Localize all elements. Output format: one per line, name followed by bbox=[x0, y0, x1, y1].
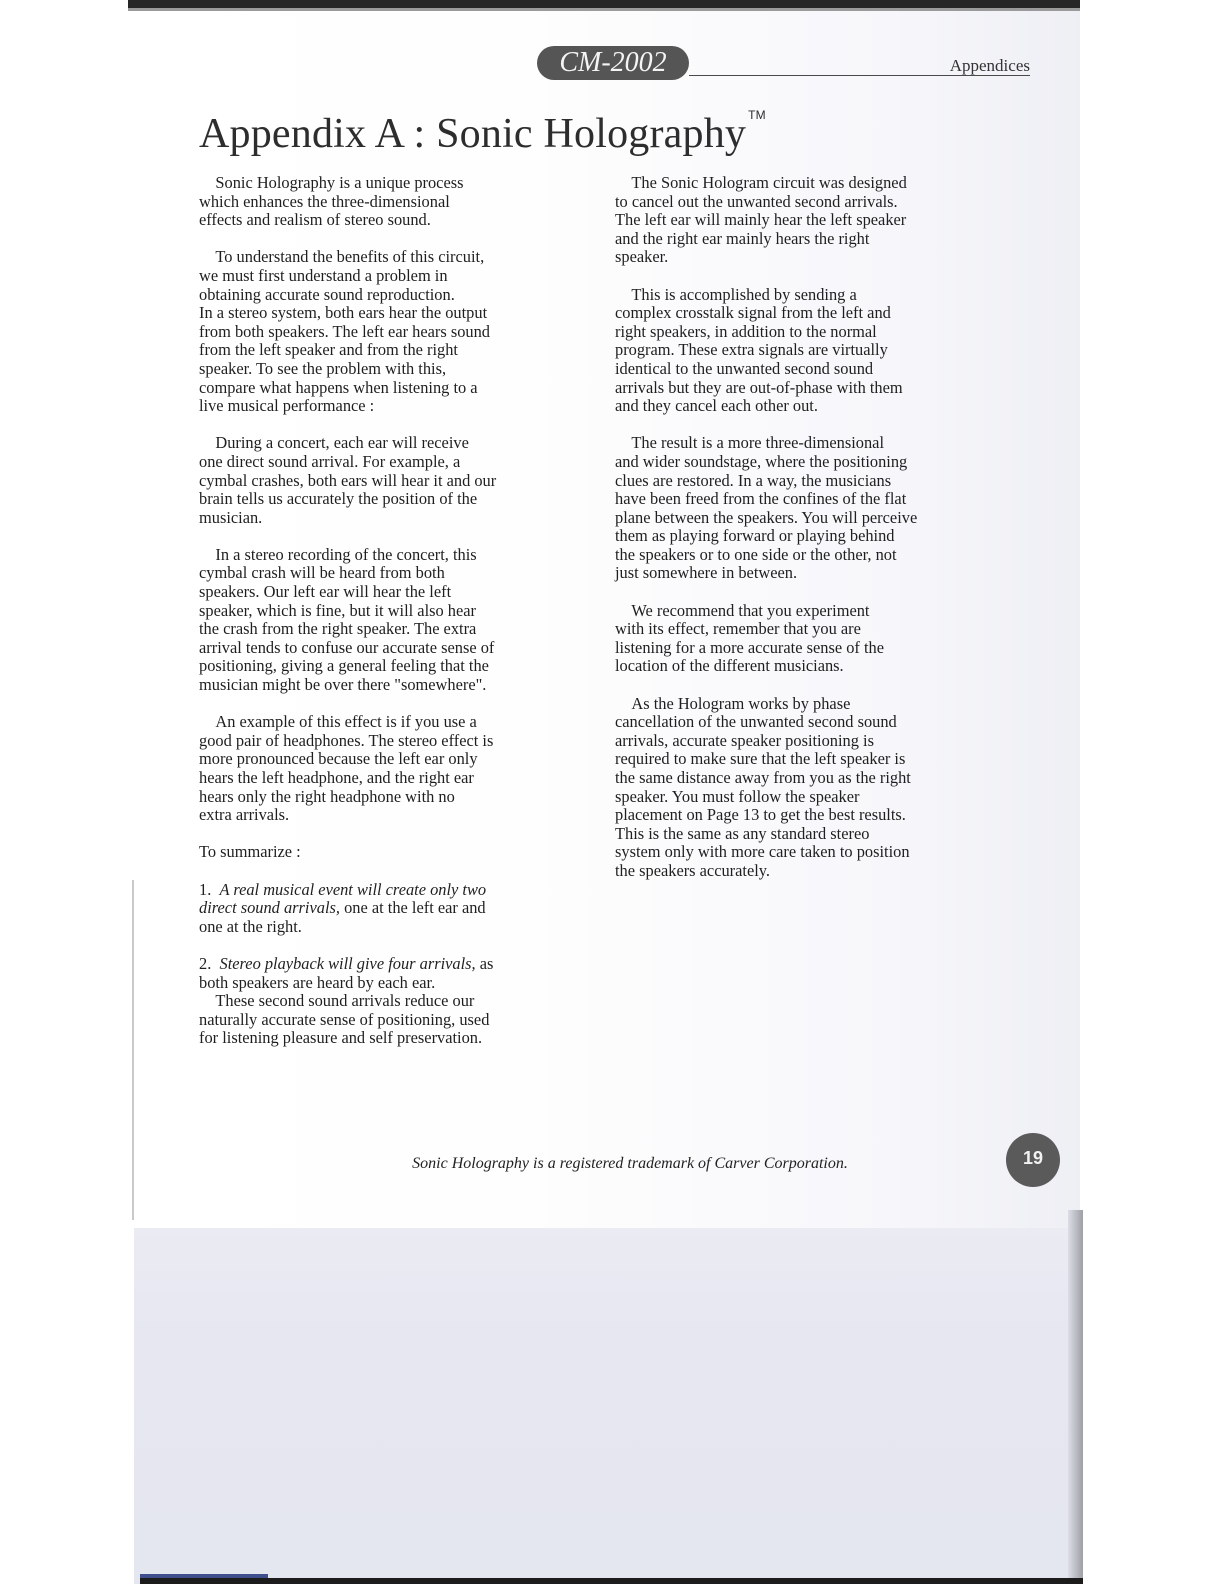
paragraph: The result is a more three-dimensional and wider soundstage, where the positioning clues are restored. In a way, the musicians have been freed from the confines of the flat plane between the speakers. You will perceive them as playing forward or playing behind the speakers or to one side or the other, not just somewhere in between. bbox=[615, 433, 918, 583]
right-page-edge bbox=[1068, 1210, 1083, 1584]
paragraph: Sonic Holography is a unique process which enhances the three-dimensional effects and realism of stereo sound. bbox=[199, 173, 464, 230]
paragraph: As the Hologram works by phase cancellation of the unwanted second sound arrivals, accurate speaker positioning is required to make sure that the left speaker is the same distance away from you as the right speaker. You must follow the speaker placement on Page 13 to get the best results. This is the same as any standard stereo system only with more care taken to position the speakers accurately. bbox=[615, 693, 911, 880]
scan-bottom-edge bbox=[140, 1578, 1083, 1584]
summary-item-number: 2. bbox=[199, 953, 212, 973]
page-number-badge: 19 bbox=[1006, 1133, 1060, 1187]
left-column bbox=[199, 174, 569, 1067]
trademark-footnote: Sonic Holography is a registered trademark of Carver Corporation. bbox=[412, 1155, 848, 1172]
right-margin bbox=[1080, 0, 1224, 1584]
summary-item-1 bbox=[199, 881, 569, 937]
page-title bbox=[199, 110, 764, 158]
summary-item-text: one at the left ear and one at the right. bbox=[199, 898, 486, 936]
paragraph: We recommend that you experiment with its effect, remember that you are listening for a more accurate sense of the location of the different musicians. bbox=[615, 600, 884, 676]
summary-item-emphasis: Stereo playback will give four arrivals, bbox=[219, 953, 476, 973]
right-column bbox=[615, 174, 995, 899]
page-title-text: Appendix A : Sonic Holography bbox=[199, 111, 747, 157]
paragraph: This is accomplished by sending a complex crosstalk signal from the left and right speakers, in addition to the normal program. These extra signals are virtually identical to the unwanted second sound arrivals but they are out-of-phase with them and they cancel each other out. bbox=[615, 284, 903, 416]
summary-item-text: as both speakers are heard by each ear. bbox=[199, 953, 494, 992]
paragraph: To understand the benefits of this circuit, we must first understand a problem in obtaining accurate sound reproduction. In a stereo system, both ears hear the output from both speakers. The left ear hears sound from the left speaker and from the right speaker. To see the problem with this, compare what happens when listening to a live musical performance : bbox=[199, 247, 490, 416]
summary-item-number: 1. bbox=[199, 879, 212, 899]
summary-item-2 bbox=[199, 955, 569, 992]
page-lower-area bbox=[134, 1228, 1083, 1584]
paragraph: During a concert, each ear will receive one direct sound arrival. For example, a cymbal crashes, both ears will hear it and our brain tells us accurately the position of the musician. bbox=[199, 433, 497, 527]
section-label: Appendices bbox=[949, 56, 1030, 75]
summary-closing: These second sound arrivals reduce our naturally accurate sense of positioning, used for listening pleasure and self preservation. bbox=[199, 991, 490, 1048]
trademark-mark: TM bbox=[748, 108, 766, 122]
paragraph: An example of this effect is if you use a good pair of headphones. The stereo effect is more pronounced because the left ear only hears the left headphone, and the right ear hears only the right headphone with no extra arrivals. bbox=[199, 712, 494, 825]
summary-heading: To summarize : bbox=[199, 842, 301, 862]
binding-edge bbox=[132, 880, 134, 1220]
paragraph: In a stereo recording of the concert, this cymbal crash will be heard from both speakers. Our left ear will hear the left speaker, which is fine, but it will also hear the crash from the right speaker. The extra arrival tends to confuse our accurate sense of positioning, giving a general feeling that the musician might be over there "somewhere". bbox=[199, 544, 495, 695]
product-logo: CM-2002 bbox=[537, 46, 689, 80]
summary-item-emphasis: A real musical event will create only two direct sound arrivals, bbox=[199, 879, 487, 918]
paragraph: The Sonic Hologram circuit was designed to cancel out the unwanted second arrivals. The left ear will mainly hear the left speaker and the right ear mainly hears the right speaker. bbox=[615, 173, 907, 267]
scan-top-edge bbox=[128, 0, 1080, 8]
